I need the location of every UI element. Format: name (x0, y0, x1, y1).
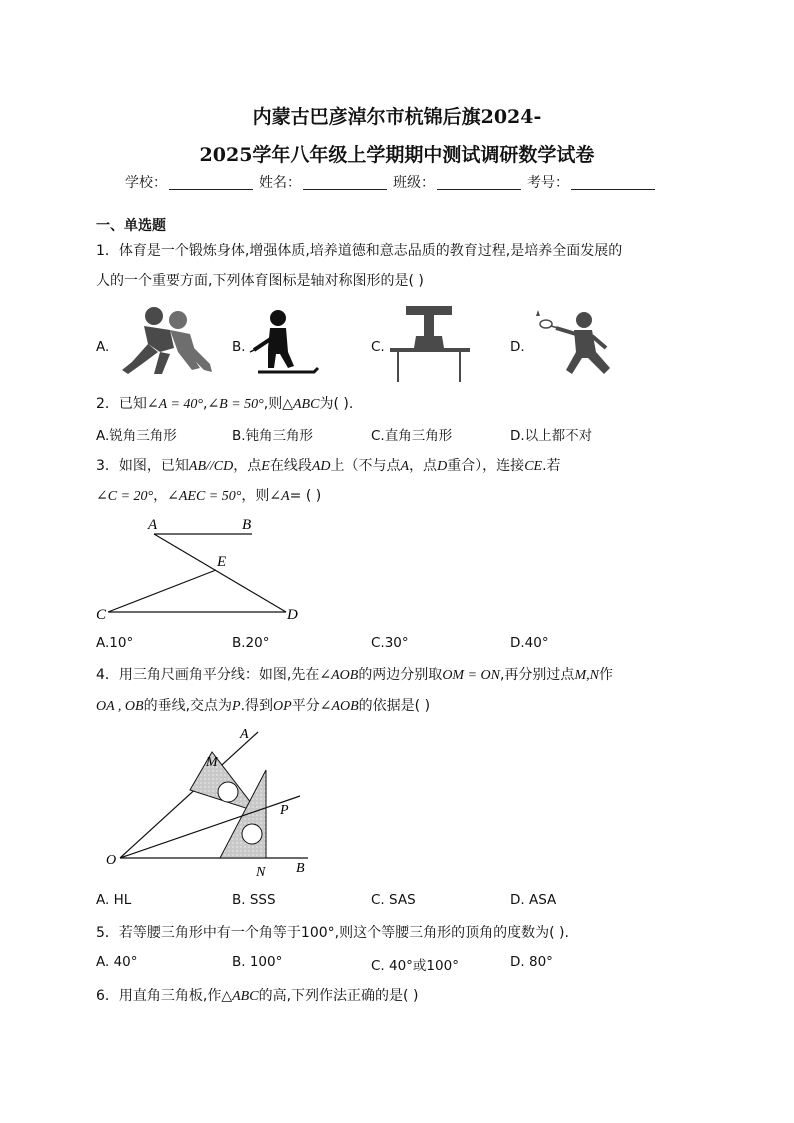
q3-option-b[interactable]: B.20° (232, 635, 270, 651)
exam-no-label: 考号： (527, 175, 569, 191)
q4-text-line2 (96, 695, 430, 715)
q5-option-a[interactable]: A. 40° (96, 954, 138, 970)
q3-option-a[interactable]: A.10° (96, 635, 134, 651)
q3-pre: 3．如图，已知 (96, 458, 189, 474)
q4-p: P (232, 699, 241, 714)
q4-label-p: P (280, 803, 289, 818)
q2-option-c[interactable]: C.直角三角形 (371, 428, 453, 444)
gymnastics-icon (388, 306, 472, 384)
q3-label-d: D (287, 607, 298, 623)
q1-option-a[interactable]: A. (96, 339, 110, 355)
q6-triangle: △ABC (221, 989, 259, 1004)
q4-t5: .得到 (240, 698, 274, 714)
q3-label-b: B (242, 517, 252, 533)
q3-t6: .若 (542, 458, 561, 474)
q1-option-b[interactable]: B. (232, 339, 246, 355)
q3-parallel: AB//CD (188, 459, 234, 474)
q3-ad: AD (311, 459, 331, 474)
q4-label-m: M (206, 755, 218, 770)
q3-option-c[interactable]: C.30° (371, 635, 409, 651)
q2-option-d[interactable]: D.以上都不对 (510, 428, 593, 444)
q3-t8: ，则 (241, 488, 270, 504)
q3-t9: = ( ) (289, 488, 322, 504)
q4-op: OP (273, 699, 292, 714)
q1-option-c[interactable]: C. (371, 339, 385, 355)
q3-option-d[interactable]: D.40° (510, 635, 549, 651)
page-title-line1: 内蒙古巴彦淖尔市杭锦后旗2024- (252, 106, 542, 128)
q4-label-a: A (240, 727, 249, 742)
exam-no-blank[interactable] (571, 175, 655, 190)
q6-post: 的高,下列作法正确的是( ) (258, 988, 419, 1004)
section-header: 一、单选题 (96, 218, 166, 234)
q3-figure (90, 512, 320, 624)
q2-mid: ,则 (263, 396, 283, 412)
q3-e: E (261, 459, 270, 474)
q4-aob2: ∠AOB (319, 699, 359, 714)
q4-t7: 的依据是( ) (358, 698, 431, 714)
q5-option-b[interactable]: B. 100° (232, 954, 283, 970)
q3-d: D (437, 459, 448, 474)
q2-triangle: △ABC (282, 397, 320, 412)
q4-option-d[interactable]: D. ASA (510, 892, 557, 908)
q2-option-b[interactable]: B.钝角三角形 (232, 428, 314, 444)
q4-option-b[interactable]: B. SSS (232, 892, 276, 908)
q4-mn: M,N (574, 668, 599, 683)
q4-label-b: B (296, 861, 305, 876)
class-blank[interactable] (437, 175, 521, 190)
q3-label-a: A (148, 517, 158, 533)
q4-text-line1 (96, 664, 613, 684)
q4-pre: 4．用三角尺画角平分线：如图,先在 (96, 667, 320, 683)
q3-angle-c: ∠C = 20° (96, 489, 154, 504)
q5-option-d[interactable]: D. 80° (510, 954, 553, 970)
q3-label-c: C (96, 607, 107, 623)
q3-t3: 上（不与点 (330, 458, 401, 474)
q3-t1: ，点 (233, 458, 262, 474)
q1-text-line2: 人的一个重要方面,下列体育图标是轴对称图形的是( ) (96, 273, 424, 289)
q2-text (96, 393, 353, 413)
q4-t3: 作 (598, 667, 613, 683)
page-title-line2: 2025学年八年级上学期期中测试调研数学试卷 (199, 144, 595, 166)
school-blank[interactable] (169, 175, 253, 190)
q3-label-e: E (217, 554, 227, 570)
q2-option-a[interactable]: A.锐角三角形 (96, 428, 177, 444)
student-info (125, 172, 661, 192)
q3-t7: ， (153, 488, 168, 504)
badminton-icon (526, 306, 626, 380)
q5-text: 5．若等腰三角形中有一个角等于100°,则这个等腰三角形的顶角的度数为( ). (96, 925, 569, 941)
q3-ce: CE (524, 459, 543, 474)
q2-sep: , (203, 396, 208, 412)
q2-angle-a: ∠A = 40° (146, 397, 203, 412)
name-blank[interactable] (303, 175, 387, 190)
q1-text-line1: 1．体育是一个锻炼身体,增强体质,培养道德和意志品质的教育过程,是培养全面发展的 (96, 243, 623, 259)
class-label: 班级： (393, 175, 435, 191)
q2-angle-b: ∠B = 50° (207, 397, 264, 412)
q4-option-a[interactable]: A. HL (96, 892, 132, 908)
q4-aob: ∠AOB (319, 668, 359, 683)
q4-t6: 平分 (291, 698, 320, 714)
q4-t1: 的两边分别取 (358, 667, 443, 683)
q3-t2: 在线段 (269, 458, 312, 474)
q4-oaob: OA , OB (96, 699, 144, 714)
q2-pre: 2．已知 (96, 396, 147, 412)
q5-option-c[interactable]: C. 40°或100° (371, 958, 459, 974)
q4-eq: OM = ON (442, 668, 500, 683)
q4-t2: ,再分别过点 (499, 667, 575, 683)
q2-post: 为( ). (319, 396, 354, 412)
q3-angle-a: ∠A (269, 489, 290, 504)
q3-angle-aec: ∠AEC = 50° (167, 489, 242, 504)
q1-option-d[interactable]: D. (510, 339, 525, 355)
q3-text-line2 (96, 485, 321, 505)
q3-text-line1 (96, 455, 561, 475)
q4-label-n: N (256, 865, 266, 880)
q3-a: A (400, 459, 410, 474)
q4-label-o: O (106, 853, 117, 868)
q3-t5: 重合），连接 (447, 458, 525, 474)
q3-t4: ，点 (409, 458, 438, 474)
q6-text (96, 985, 418, 1005)
skiing-icon (248, 308, 320, 380)
q4-figure (100, 722, 320, 882)
school-label: 学校： (125, 175, 167, 191)
q6-pre: 6．用直角三角板,作 (96, 988, 222, 1004)
q4-t4: 的垂线,交点为 (143, 698, 233, 714)
name-label: 姓名： (259, 175, 301, 191)
q4-option-c[interactable]: C. SAS (371, 892, 416, 908)
wrestling-icon (114, 304, 216, 376)
